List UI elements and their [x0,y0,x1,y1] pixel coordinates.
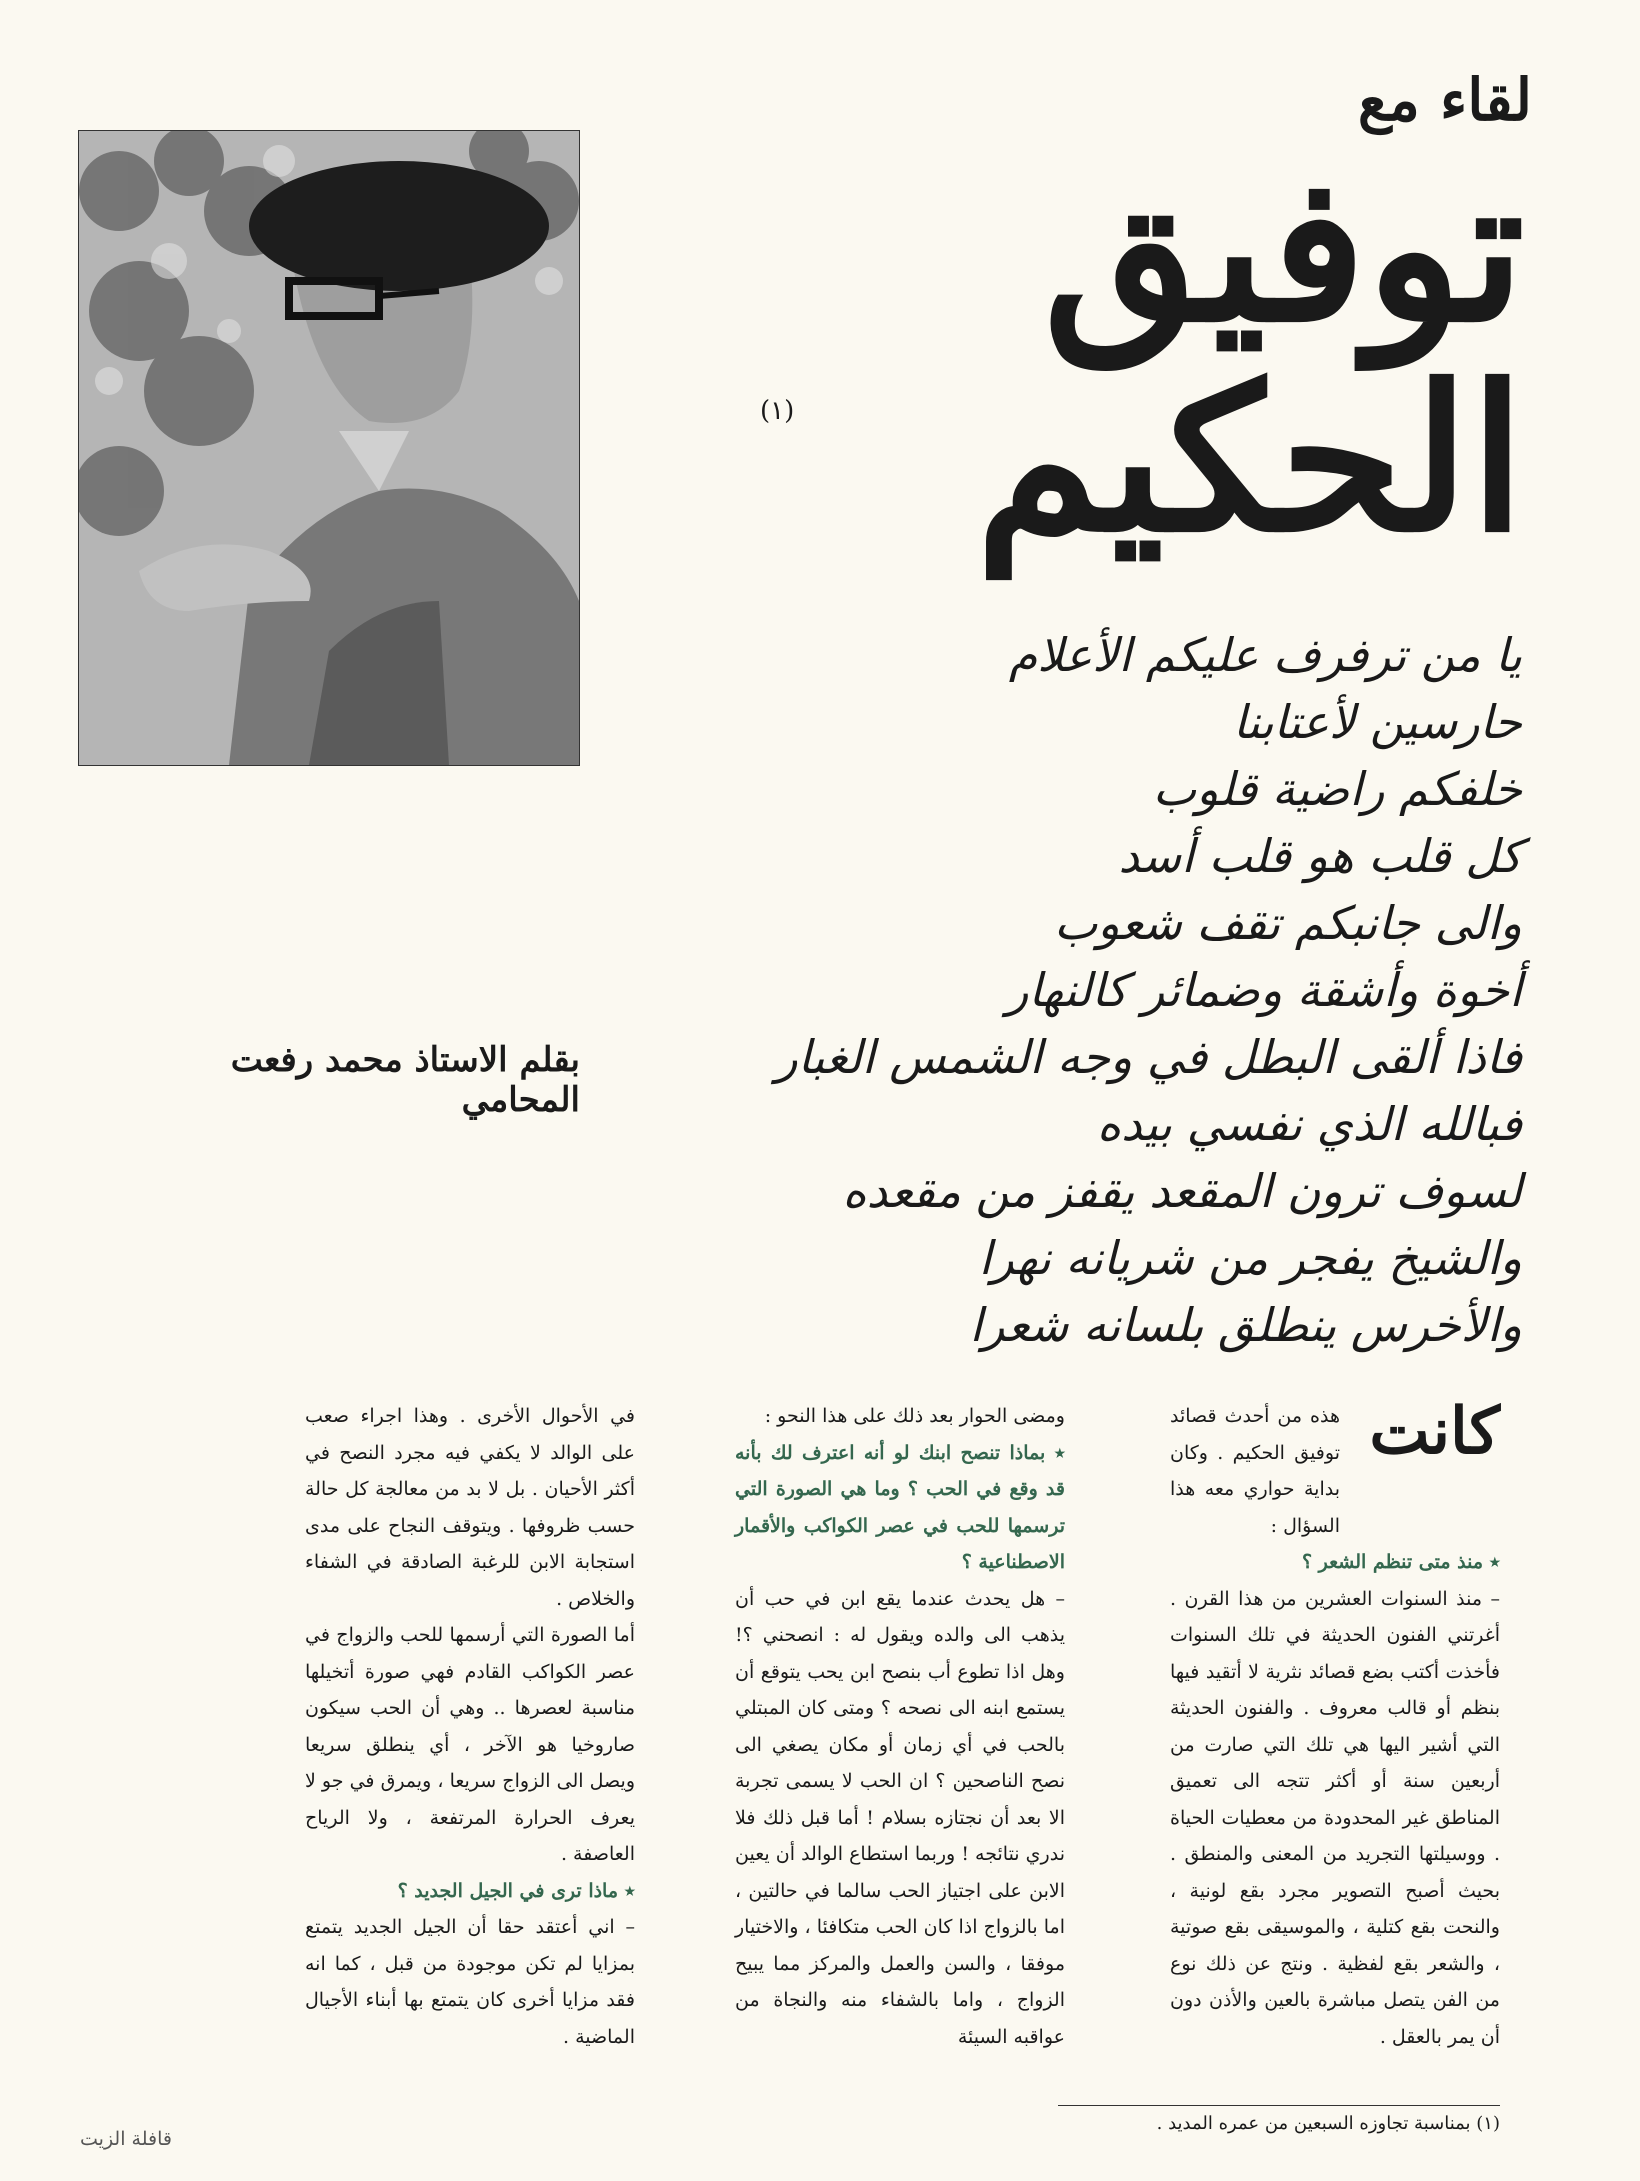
col3-question: ٭ ماذا ترى في الجيل الجديد ؟ [397,1879,635,1902]
poem-line: والشيخ يفجر من شريانه نهرا [978,1231,1522,1285]
footnote-rule [1058,2105,1500,2106]
portrait-photo [78,130,580,766]
byline: بقلم الاستاذ محمد رفعت المحامي [230,1040,580,1120]
header-kicker: لقاء مع [1357,66,1532,134]
poem-line: أخوة وأشقة وضمائر كالنهار [1006,963,1522,1017]
col3-paragraph: في الأحوال الأخرى . وهذا اجراء صعب على الوالد لا يكفي فيه مجرد النصح في أكثر الأحيان . بل لا بد من معالجة كل حالة حسب ظروفها . ويتوقف النجاح على مدى استجابة الابن للرغبة الصادقة في الشفاء والخلاص . [305,1405,635,1610]
col3-paragraph: – اني أعتقد حقا أن الجيل الجديد يتمتع بمزايا لم تكن موجودة من قبل ، كما انه فقد مزايا أخرى كان يتمتع بها أبناء الأجيال الماضية . [305,1916,635,2048]
article-column-2 [735,1398,1065,2055]
poem-line: فبالله الذي نفسي بيده [1097,1097,1522,1151]
title-name-line2: الحكيم [975,342,1525,577]
poem-line: يا من ترفرف عليكم الأعلام [1008,628,1522,682]
poem-line: خلفكم راضية قلوب [1152,762,1522,816]
poem-line: والى جانبكم تقف شعوب [1054,896,1522,950]
title-name-line1: توفيق [1043,132,1525,367]
col1-question: ٭ منذ متى تنظم الشعر ؟ [1301,1551,1500,1573]
poem-line: لسوف ترون المقعد يقفز من مقعده [842,1164,1522,1218]
source-label: قافلة الزيت [80,2128,172,2150]
dropcap: كانت [1369,1394,1500,1469]
col2-paragraph: – هل يحدث عندما يقع ابن في حب أن يذهب الى والده ويقول له : انصحني ؟! وهل اذا تطوع أب بنصح ابن يحب يتوقع أن يستمع ابنه الى نصحه ؟ ومتى كان المبتلي بالحب في أي زمان أو مكان يصغي الى نصح الناصحين ؟ ان الحب لا يسمى تجربة الا بعد أن نجتازه بسلام ! أما قبل ذلك فلا ندري نتائجه ! وربما استطاع الوالد أن يعين الابن على اجتياز الحب سالما في حالتين ، اما بالزواج اذا كان الحب متكافئا ، والاختيار موفقا ، والسن والعمل والمركز مما يبيح الزواج ، واما بالشفاء منه والنجاة من عواقبه السيئة [735,1587,1065,2048]
article-column-1 [1170,1394,1500,2055]
col3-paragraph: أما الصورة التي أرسمها للحب والزواج في عصر الكواكب القادم فهي صورة أتخيلها مناسبة لعصرها .. وهي أن الحب سيكون صاروخيا هو الآخر ، أي ينطلق سريعا ويصل الى الزواج سريعا ، ويمرق في جو لا يعرف الحرارة المرتفعة ، ولا الرياح العاصفة . [305,1624,635,1865]
poem-line: حارسين لأعتابنا [1232,695,1522,749]
portrait-illustration [79,131,579,765]
poem-line: كل قلب هو قلب أسد [1118,829,1522,883]
col2-paragraph: ومضى الحوار بعد ذلك على هذا النحو : [764,1405,1065,1427]
poem-line: فاذا ألقى البطل في وجه الشمس الغبار [775,1030,1522,1084]
col1-paragraph: – منذ السنوات العشرين من هذا القرن . أغرتني الفنون الحديثة في تلك السنوات فأخذت أكتب بضع قصائد نثرية لا أتقيد فيها بنظم أو قالب معروف . والفنون الحديثة التي أشير اليها هي تلك التي صارت من أربعين سنة أو أكثر تتجه الى تعميق المناطق غير المحدودة من معطيات الحياة . ووسيلتها التجريد من المعنى والمنطق . بحيث أصبح التصوير مجرد بقع لونية ، والنحت بقع كتلية ، والموسيقى بقع صوتية ، والشعر بقع لفظية . ونتج عن ذلك نوع من الفن يتصل مباشرة بالعين والأذن دون أن يمر بالعقل . [1170,1587,1500,2048]
title-footnote-mark: (١) [760,396,795,426]
footnote: (١) بمناسبة تجاوزه السبعين من عمره المديد . [1156,2113,1500,2134]
col1-paragraph: هذه من أحدث قصائد توفيق الحكيم . وكان بداية حواري معه هذا السؤال : [1170,1405,1340,1537]
poem-line: والأخرس ينطلق بلسانه شعرا [969,1298,1522,1352]
article-column-3 [305,1398,635,2055]
col2-question: ٭ بماذا تنصح ابنك لو أنه اعترف لك بأنه قد وقع في الحب ؟ وما هي الصورة التي ترسمها للحب في عصر الكواكب والأقمار الاصطناعية ؟ [735,1441,1065,1573]
